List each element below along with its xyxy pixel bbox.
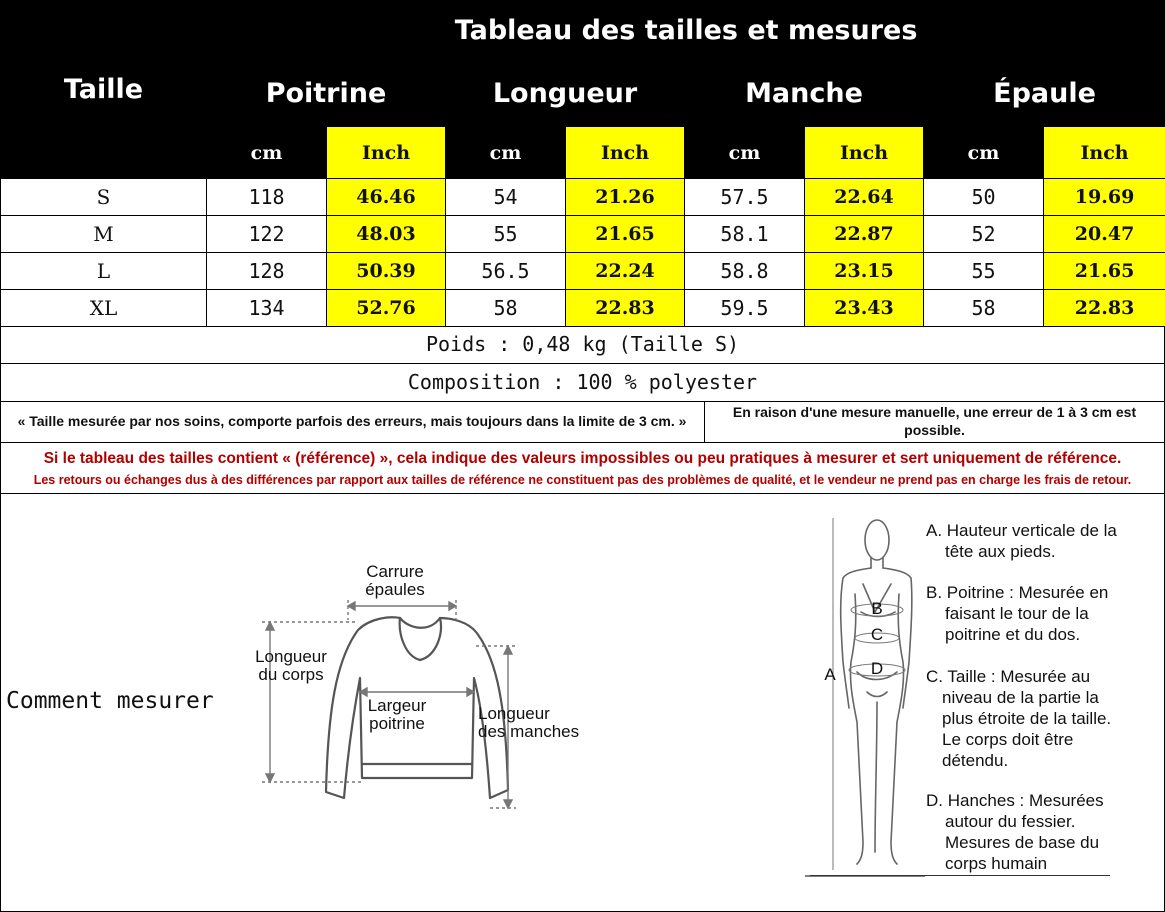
legend-line: corps humain xyxy=(945,854,1048,873)
size-table xyxy=(0,0,1165,327)
value-cell: 134 xyxy=(207,290,327,327)
legend-d xyxy=(926,790,1156,874)
value-cell: 58.1 xyxy=(685,216,805,253)
size-cell: S xyxy=(1,179,207,216)
table-title: Tableau des tailles et mesures xyxy=(207,1,1165,61)
value-cell: 56.5 xyxy=(446,253,566,290)
group-header-poitrine: Poitrine xyxy=(207,61,446,127)
legend-line: tête aux pieds. xyxy=(945,542,1056,561)
value-cell: 59.5 xyxy=(685,290,805,327)
value-cell: 55 xyxy=(924,253,1044,290)
unit-cm-header: cm xyxy=(446,127,566,179)
value-cell: 58.8 xyxy=(685,253,805,290)
warning-returns: Les retours ou échanges dus à des différences par rapport aux tailles de référence ne constituent pas des problèmes de qualité, et le vendeur ne prend pas en charge les frais de retour. xyxy=(33,473,1132,487)
value-cell-inch: 22.64 xyxy=(805,179,924,216)
value-cell: 128 xyxy=(207,253,327,290)
legend-line: faisant le tour de la xyxy=(945,604,1089,623)
value-cell: 55 xyxy=(446,216,566,253)
value-cell: 50 xyxy=(924,179,1044,216)
figure-letter-b: B xyxy=(871,599,883,618)
unit-cm-header: cm xyxy=(685,127,805,179)
body-figure xyxy=(805,512,925,880)
body-length-label-line: du corps xyxy=(258,665,324,684)
unit-inch-header: Inch xyxy=(327,127,446,179)
legend-b xyxy=(926,582,1156,645)
sleeve-length-label-line: des manches xyxy=(478,722,580,741)
value-cell-inch: 22.83 xyxy=(566,290,685,327)
group-header-manche: Manche xyxy=(685,61,924,127)
value-cell-inch: 52.76 xyxy=(327,290,446,327)
value-cell-inch: 21.65 xyxy=(566,216,685,253)
table-row xyxy=(1,179,1165,216)
legend-line: A. Hauteur verticale de la xyxy=(926,521,1117,540)
size-cell: XL xyxy=(1,290,207,327)
legend-line: niveau de la partie la xyxy=(942,688,1099,707)
legend-line: B. Poitrine : Mesurée en xyxy=(926,583,1109,602)
legend-a xyxy=(926,520,1156,562)
legend-line: détendu. xyxy=(942,751,1009,770)
value-cell-inch: 50.39 xyxy=(327,253,446,290)
weight-row: Poids : 0,48 kg (Taille S) xyxy=(0,326,1165,364)
value-cell-inch: 22.24 xyxy=(566,253,685,290)
value-cell-inch: 20.47 xyxy=(1044,216,1165,253)
chest-width-label-line: poitrine xyxy=(369,714,425,733)
note-measurement: « Taille mesurée par nos soins, comporte parfois des erreurs, mais toujours dans la limite de 3 cm. » xyxy=(17,413,687,429)
note-manual-error: En raison d'une mesure manuelle, une erreur de 1 à 3 cm est possible. xyxy=(732,404,1137,438)
sleeve-length-label-line: Longueur xyxy=(478,704,550,723)
size-cell: L xyxy=(1,253,207,290)
value-cell-inch: 21.65 xyxy=(1044,253,1165,290)
unit-cm-header: cm xyxy=(207,127,327,179)
legend-line: Le corps doit être xyxy=(942,730,1074,749)
value-cell-inch: 23.15 xyxy=(805,253,924,290)
sleeve-length-label xyxy=(478,705,588,741)
value-cell-inch: 23.43 xyxy=(805,290,924,327)
value-cell: 57.5 xyxy=(685,179,805,216)
value-cell: 54 xyxy=(446,179,566,216)
body-length-label xyxy=(248,648,334,684)
figure-letter-a: A xyxy=(824,665,836,684)
figure-baseline xyxy=(810,875,1110,876)
value-cell: 58 xyxy=(446,290,566,327)
size-cell: M xyxy=(1,216,207,253)
value-cell-inch: 48.03 xyxy=(327,216,446,253)
value-cell-inch: 22.83 xyxy=(1044,290,1165,327)
figure-letter-c: C xyxy=(870,625,884,644)
composition-row: Composition : 100 % polyester xyxy=(0,364,1165,402)
legend-line: autour du fessier. xyxy=(945,812,1076,831)
legend-line: Mesures de base du xyxy=(945,833,1100,852)
size-header: Taille xyxy=(1,1,207,179)
sweater-diagram xyxy=(240,560,600,820)
unit-inch-header: Inch xyxy=(1044,127,1165,179)
figure-letter-d: D xyxy=(870,659,884,678)
table-row xyxy=(1,290,1165,327)
shoulder-label xyxy=(350,563,440,599)
legend-line: poitrine et du dos. xyxy=(945,625,1081,644)
legend-line: plus étroite de la taille. xyxy=(942,709,1112,728)
table-row xyxy=(1,216,1165,253)
value-cell-inch: 21.26 xyxy=(566,179,685,216)
group-header-epaule: Épaule xyxy=(924,61,1165,127)
value-cell: 118 xyxy=(207,179,327,216)
legend-line: C. Taille : Mesurée au xyxy=(926,667,1091,686)
unit-inch-header: Inch xyxy=(566,127,685,179)
shoulder-label-line: Carrure xyxy=(366,562,424,581)
how-to-title: Comment mesurer xyxy=(6,688,214,714)
value-cell: 122 xyxy=(207,216,327,253)
chest-width-label-line: Largeur xyxy=(367,696,427,715)
value-cell: 52 xyxy=(924,216,1044,253)
value-cell-inch: 46.46 xyxy=(327,179,446,216)
body-length-label-line: Longueur xyxy=(255,647,327,666)
warning-reference: Si le tableau des tailles contient « (référence) », cela indique des valeurs impossibles ou peu pratiques à mesurer et sert uniquement de référence. xyxy=(43,450,1122,467)
shoulder-label-line: épaules xyxy=(365,580,425,599)
notes-divider xyxy=(704,401,705,442)
unit-inch-header: Inch xyxy=(805,127,924,179)
table-row xyxy=(1,253,1165,290)
unit-cm-header: cm xyxy=(924,127,1044,179)
value-cell-inch: 22.87 xyxy=(805,216,924,253)
legend-c xyxy=(926,666,1156,771)
legend-line: D. Hanches : Mesurées xyxy=(926,791,1104,810)
group-header-longueur: Longueur xyxy=(446,61,685,127)
value-cell-inch: 19.69 xyxy=(1044,179,1165,216)
value-cell: 58 xyxy=(924,290,1044,327)
chest-width-label xyxy=(357,697,437,733)
